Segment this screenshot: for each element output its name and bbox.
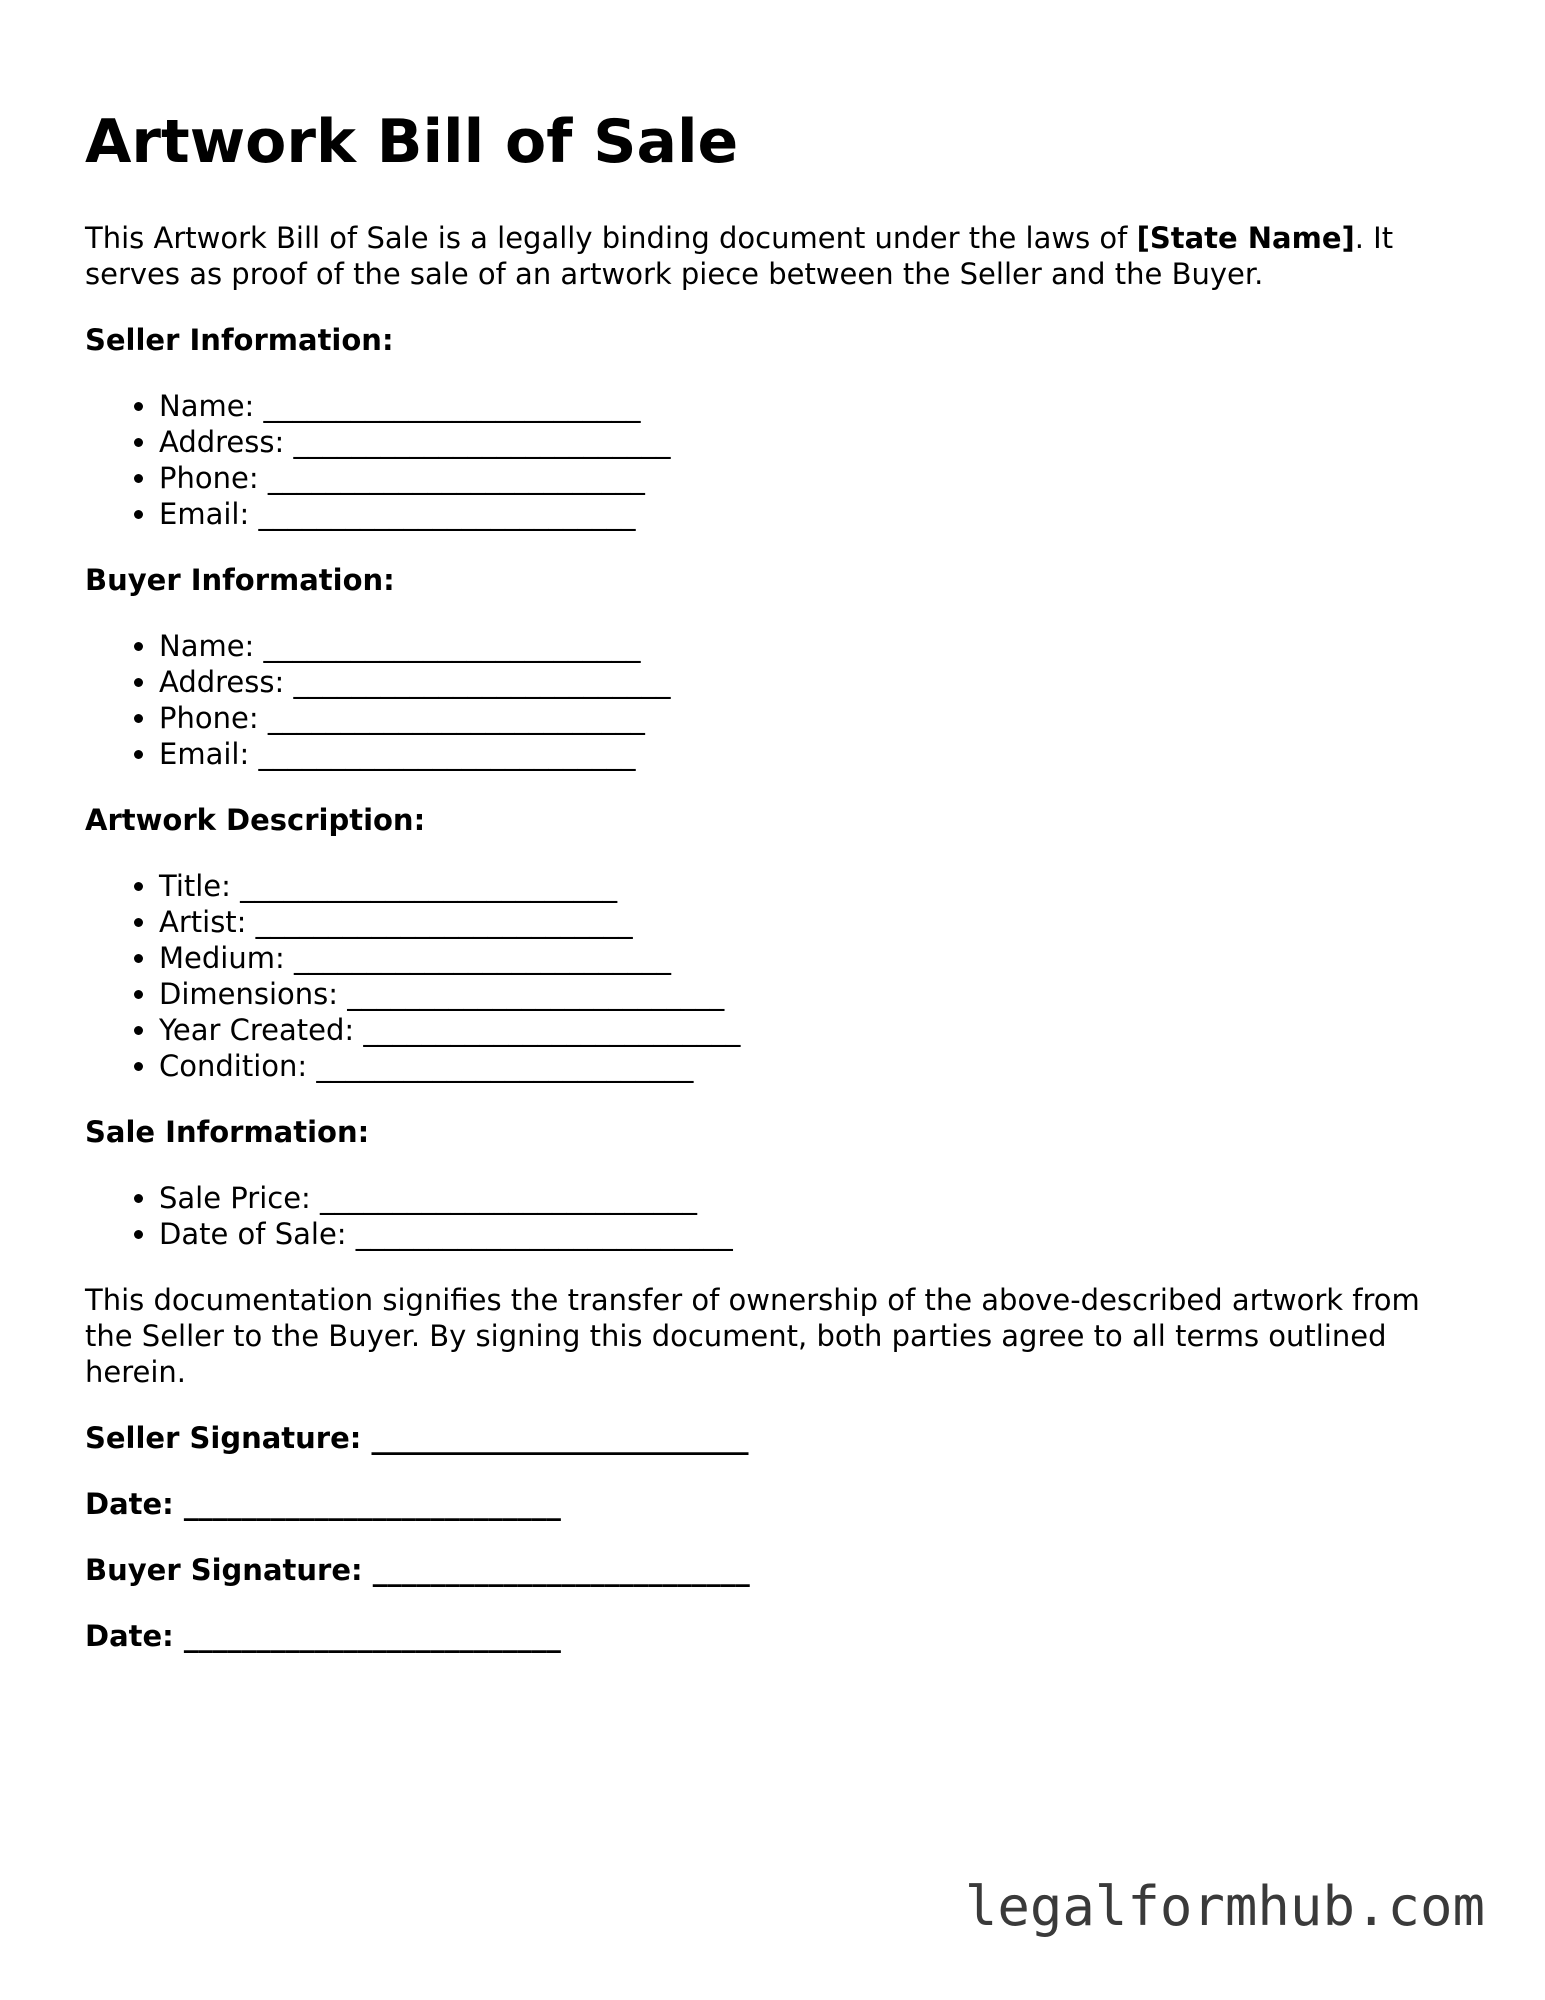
sale-price-field[interactable]: • Sale Price: __________________________: [159, 1180, 1465, 1216]
fill-in-line: __________________________: [267, 701, 645, 735]
artwork-description-heading: Artwork Description:: [85, 803, 426, 837]
document-title: Artwork Bill of Sale: [85, 107, 739, 177]
seller-date-field[interactable]: Date: __________________________: [85, 1487, 561, 1521]
date-line: __________________________: [183, 1487, 561, 1521]
buyer-information-heading: Buyer Information:: [85, 563, 395, 597]
fill-in-line: __________________________: [240, 869, 618, 903]
seller-signature-field[interactable]: Seller Signature: __________________________: [85, 1421, 749, 1455]
fill-in-line: __________________________: [320, 1181, 698, 1215]
seller-information-heading: Seller Information:: [85, 323, 394, 357]
sale-information-list: [85, 1180, 1465, 1252]
fill-in-line: __________________________: [363, 1013, 741, 1047]
signature-line: __________________________: [372, 1553, 750, 1587]
intro-paragraph: [85, 220, 1465, 292]
date-of-sale-field[interactable]: • Date of Sale: __________________________: [159, 1216, 1465, 1252]
fill-in-line: __________________________: [263, 389, 641, 423]
seller-email-field[interactable]: • Email: __________________________: [159, 496, 1465, 532]
fill-in-line: __________________________: [293, 425, 671, 459]
buyer-name-field[interactable]: • Name: __________________________: [159, 628, 1465, 664]
buyer-address-field[interactable]: • Address: __________________________: [159, 664, 1465, 700]
fill-in-line: __________________________: [255, 905, 633, 939]
closing-paragraph: This documentation signifies the transfer of ownership of the above-described artwork from the Seller to the Buyer. By signing this document, both parties agree to all terms outlined herein.: [85, 1283, 1420, 1389]
seller-name-field[interactable]: • Name: __________________________: [159, 388, 1465, 424]
signature-line: __________________________: [371, 1421, 749, 1455]
artwork-artist-field[interactable]: • Artist: __________________________: [159, 904, 1465, 940]
seller-address-field[interactable]: • Address: __________________________: [159, 424, 1465, 460]
buyer-phone-field[interactable]: • Phone: __________________________: [159, 700, 1465, 736]
fill-in-line: __________________________: [293, 665, 671, 699]
fill-in-line: __________________________: [267, 461, 645, 495]
artwork-title-field[interactable]: • Title: __________________________: [159, 868, 1465, 904]
fill-in-line: __________________________: [355, 1217, 733, 1251]
buyer-email-field[interactable]: • Email: __________________________: [159, 736, 1465, 772]
buyer-information-list: [85, 628, 1465, 772]
buyer-signature-field[interactable]: Buyer Signature: __________________________: [85, 1553, 750, 1587]
artwork-dimensions-field[interactable]: • Dimensions: __________________________: [159, 976, 1465, 1012]
intro-text-after: . It serves as proof of the sale of an artwork piece between the Seller and the Buyer.: [85, 221, 1394, 291]
seller-information-list: [85, 388, 1465, 532]
state-name-placeholder: [State Name]: [1136, 221, 1355, 255]
seller-phone-field[interactable]: • Phone: __________________________: [159, 460, 1465, 496]
fill-in-line: __________________________: [316, 1049, 694, 1083]
document-page: [85, 106, 1465, 1684]
artwork-medium-field[interactable]: • Medium: __________________________: [159, 940, 1465, 976]
fill-in-line: __________________________: [258, 497, 636, 531]
artwork-year-created-field[interactable]: • Year Created: __________________________: [159, 1012, 1465, 1048]
fill-in-line: __________________________: [347, 977, 725, 1011]
sale-information-heading: Sale Information:: [85, 1115, 370, 1149]
artwork-description-list: [85, 868, 1465, 1084]
artwork-condition-field[interactable]: • Condition: __________________________: [159, 1048, 1465, 1084]
watermark-logo: legalformhub.com: [964, 1875, 1485, 1938]
buyer-date-field[interactable]: Date: __________________________: [85, 1619, 561, 1653]
fill-in-line: __________________________: [293, 941, 671, 975]
fill-in-line: __________________________: [263, 629, 641, 663]
date-line: __________________________: [183, 1619, 561, 1653]
intro-text-before: This Artwork Bill of Sale is a legally binding document under the laws of: [85, 221, 1137, 255]
fill-in-line: __________________________: [258, 737, 636, 771]
